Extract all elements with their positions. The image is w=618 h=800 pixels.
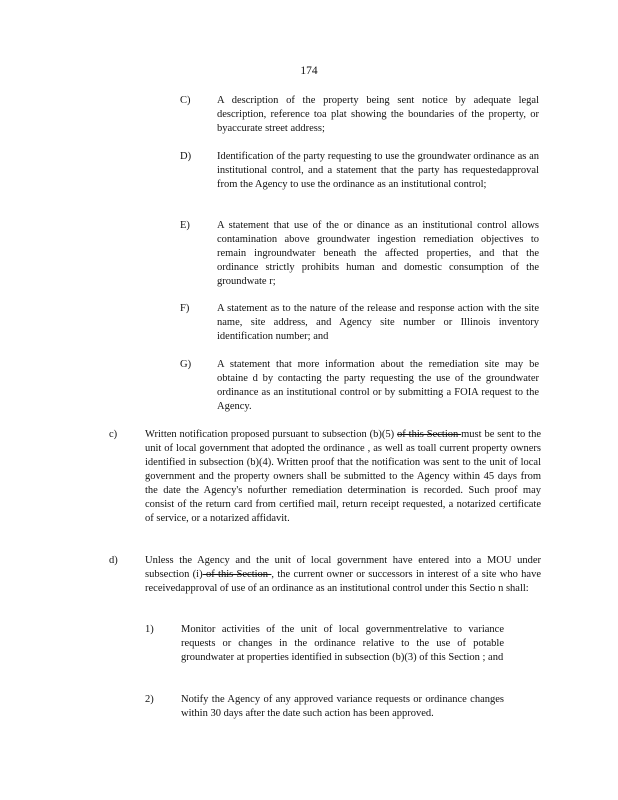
paragraph-label: c): [109, 429, 118, 440]
paragraph-text: [145, 428, 541, 526]
paragraph-label: d): [109, 555, 118, 566]
subsection-label: C): [180, 95, 191, 106]
subsection-text: A statement that more information about the remediation site may be obtaine d by contacting the party requesting the use of the groundwater ordinance as an institutional control or by submitting a FOIA request to the Agency.: [217, 359, 539, 412]
paragraph-text: [145, 554, 541, 596]
subsection-text: A statement as to the nature of the release and response action with the site name, site address, and Agency site number or Illinois inventory identification number; and: [217, 303, 539, 342]
subsection-text: A statement that use of the or dinance as an institutional control allows contamination above groundwater ingestion remediation objectives to remain ingroundwater beneath the affected properties, and that the ordinance strictly prohibits human and domestic consumption of the groundwate r;: [217, 220, 539, 287]
subsection-label: D): [180, 151, 192, 162]
paragraph-text-part: , the current owner or successors in interest of a site who have receivedapproval of use of an ordinance as an institutional control under this Sectio n shall:: [145, 569, 541, 594]
paragraph-text-part: Written notification proposed pursuant to subsection (b)(5): [145, 429, 398, 440]
numbered-label: 1): [145, 624, 154, 635]
subsection-label: E): [180, 220, 190, 231]
subsection-text: Identification of the party requesting to use the groundwater ordinance as an institutional control, and a statement that the party has requestedapproval from the Agency to use the ordinance as an institutional control;: [217, 151, 539, 190]
subsection-text: A description of the property being sent notice by adequate legal description, reference toa plat showing the boundaries of the property, or byaccurate street address;: [217, 95, 539, 134]
subsection-label: G): [180, 359, 192, 370]
struck-text: of this Section: [202, 569, 272, 580]
struck-text: of this Section: [397, 429, 462, 440]
page-number: 174: [300, 65, 318, 77]
numbered-label: 2): [145, 694, 154, 705]
paragraph-text-part: Unless the Agency and the unit of local government have entered into a MOU under subsection (i): [145, 555, 541, 580]
subsection-label: F): [180, 303, 190, 314]
paragraph-text-part: must be sent to the unit of local government that adopted the ordinance , as well as toall current property owners identified in subsection (b)(4). Written proof that the notification was sent to the unit of local government and the property owners shall be submitted to the Agency within 45 days from the date the Agency's nofurther remediation determination is recorded. Such proof may consist of the return card from certified mail, return receipt requested, a notarized certificate of service, or a notarized affidavit.: [145, 429, 541, 524]
numbered-text: Notify the Agency of any approved variance requests or ordinance changes within 30 days after the date such action has been approved.: [181, 694, 504, 719]
numbered-text: Monitor activities of the unit of local governmentrelative to variance requests or changes in the ordinance relative to the use of potable groundwater at properties identified in subsection (b)(3) of this Section ; and: [181, 624, 504, 663]
